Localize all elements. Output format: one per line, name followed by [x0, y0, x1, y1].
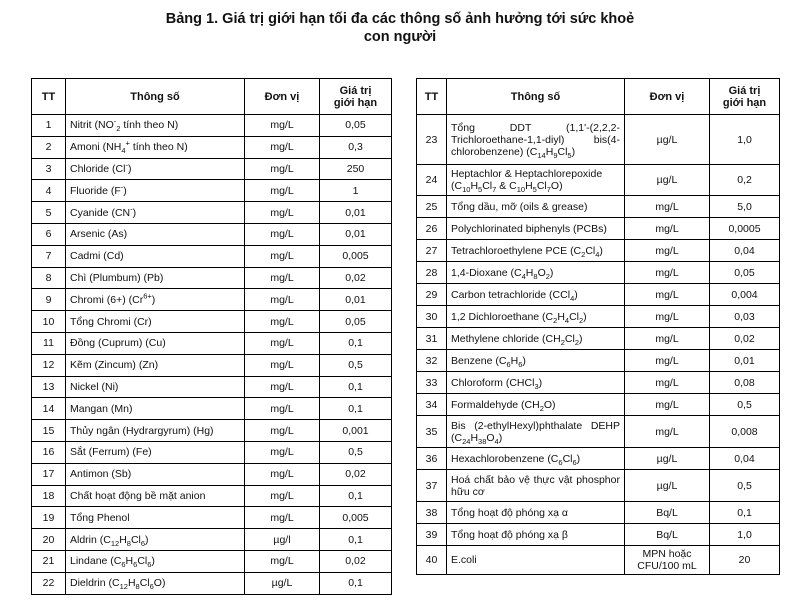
unit-cell: mg/L	[245, 245, 320, 267]
limit-value: 0,05	[320, 311, 392, 333]
parameter-name: 1,4-Dioxane $(C_4H_8O_2)$	[447, 262, 625, 284]
limit-value: 5,0	[710, 196, 780, 218]
table-row	[417, 218, 780, 240]
unit-cell: µg/L	[625, 448, 710, 470]
row-number: 35	[417, 416, 447, 448]
table-row	[417, 284, 780, 306]
parameter-name: Chì (Plumbum) (Pb)	[66, 267, 245, 289]
limit-value: 0,03	[710, 306, 780, 328]
limit-value: 0,04	[710, 240, 780, 262]
table-row	[32, 180, 392, 202]
unit-cell: mg/L	[245, 376, 320, 398]
limit-value: 1,0	[710, 524, 780, 546]
unit-cell: mg/L	[245, 158, 320, 180]
row-number: 20	[32, 529, 66, 551]
row-number: 4	[32, 180, 66, 202]
unit-cell: µg/L	[625, 115, 710, 165]
row-number: 37	[417, 470, 447, 502]
row-number: 33	[417, 372, 447, 394]
unit-cell: mg/L	[245, 289, 320, 311]
parameter-name: Carbon tetrachloride (CCl$_4$)	[447, 284, 625, 306]
header-tt: TT	[32, 79, 66, 115]
unit-cell: mg/L	[245, 202, 320, 224]
table-row	[32, 463, 392, 485]
row-number: 24	[417, 165, 447, 196]
table-row	[417, 502, 780, 524]
limit-value: 0,001	[320, 420, 392, 442]
table-row	[417, 328, 780, 350]
table-row	[32, 441, 392, 463]
header-limit	[320, 79, 392, 115]
row-number: 31	[417, 328, 447, 350]
row-number: 28	[417, 262, 447, 284]
limit-value: 0,01	[320, 223, 392, 245]
parameter-name: Arsenic (As)	[66, 223, 245, 245]
unit-cell: mg/L	[245, 485, 320, 507]
unit-cell: µg/l	[245, 529, 320, 551]
table-header-row	[32, 79, 392, 115]
row-number: 7	[32, 245, 66, 267]
unit-cell: mg/L	[245, 398, 320, 420]
parameter-name: Aldrin $(C_{12}H_8Cl_6)$	[66, 529, 245, 551]
header-param: Thông số	[447, 79, 625, 115]
parameter-name: Polychlorinated biphenyls (PCBs)	[447, 218, 625, 240]
header-limit-line-2: giới hạn	[722, 96, 767, 109]
table-row	[417, 306, 780, 328]
parameter-name: Nitrit ($NO^-_2$ tính theo N)	[66, 115, 245, 137]
row-number: 25	[417, 196, 447, 218]
parameter-name: Methylene chloride $(CH_2Cl_2)$	[447, 328, 625, 350]
parameter-name: 1,2 Dichloroethane $(C_2H_4Cl_2)$	[447, 306, 625, 328]
row-number: 40	[417, 546, 447, 575]
parameter-name: Tổng DDT (1,1'-(2,2,2-Trichloroethane-1,1-diyl) bis(4-chlorobenzene) $(C_{14}H_9Cl_5)$	[447, 115, 625, 165]
unit-cell: mg/L	[625, 262, 710, 284]
limit-value: 0,005	[320, 507, 392, 529]
header-limit	[710, 79, 780, 115]
row-number: 21	[32, 550, 66, 572]
limit-value: 0,1	[320, 529, 392, 551]
table-row	[32, 398, 392, 420]
row-number: 36	[417, 448, 447, 470]
limit-value: 0,1	[320, 485, 392, 507]
parameter-name: Heptachlor & Heptachlorepoxide ($C_{10}H_5Cl_7$ & $C_{10}H_5Cl_7O$)	[447, 165, 625, 196]
row-number: 8	[32, 267, 66, 289]
unit-cell: mg/L	[625, 218, 710, 240]
header-limit-line-2: giới hạn	[333, 96, 378, 109]
table-row	[32, 136, 392, 158]
table-row	[417, 240, 780, 262]
unit-cell: mg/L	[245, 136, 320, 158]
parameter-name: Kẽm (Zincum) (Zn)	[66, 354, 245, 376]
limit-value: 0,1	[320, 398, 392, 420]
parameter-name: Chloroform (CHCl$_3$)	[447, 372, 625, 394]
table-header-row	[417, 79, 780, 115]
parameter-name: Tổng Chromi (Cr)	[66, 311, 245, 333]
limit-value: 0,02	[320, 463, 392, 485]
row-number: 11	[32, 332, 66, 354]
unit-cell: mg/L	[625, 240, 710, 262]
limit-value: 0,01	[320, 289, 392, 311]
limit-value: 0,05	[710, 262, 780, 284]
limit-value: 0,5	[320, 441, 392, 463]
table-row	[417, 470, 780, 502]
row-number: 29	[417, 284, 447, 306]
unit-cell: MPN hoặc CFU/100 mL	[625, 546, 710, 575]
row-number: 19	[32, 507, 66, 529]
limit-value: 0,1	[320, 572, 392, 594]
parameter-name: Formaldehyde $(CH_2O)$	[447, 394, 625, 416]
unit-cell: mg/L	[625, 350, 710, 372]
parameter-name: E.coli	[447, 546, 625, 575]
unit-cell: mg/L	[625, 328, 710, 350]
limit-value: 1	[320, 180, 392, 202]
limit-value: 250	[320, 158, 392, 180]
row-number: 22	[32, 572, 66, 594]
limit-value: 20	[710, 546, 780, 575]
limit-value: 0,02	[710, 328, 780, 350]
parameter-name: Tổng hoạt độ phóng xạ β	[447, 524, 625, 546]
table-row	[417, 115, 780, 165]
limit-value: 0,1	[320, 332, 392, 354]
row-number: 38	[417, 502, 447, 524]
table-row	[32, 223, 392, 245]
table-row	[32, 507, 392, 529]
parameter-name: Tổng hoạt độ phóng xạ α	[447, 502, 625, 524]
row-number: 3	[32, 158, 66, 180]
table-row	[417, 262, 780, 284]
parameter-name: Bis (2-ethylHexyl)phthalate DEHP $(C_{24}H_{38}O_4)$	[447, 416, 625, 448]
table-row	[417, 524, 780, 546]
row-number: 2	[32, 136, 66, 158]
row-number: 30	[417, 306, 447, 328]
parameter-name: Cadmi (Cd)	[66, 245, 245, 267]
limit-value: 0,1	[320, 376, 392, 398]
parameter-name: Hoá chất bảo vệ thực vật phosphor hữu cơ	[447, 470, 625, 502]
unit-cell: mg/L	[245, 332, 320, 354]
table-row	[417, 196, 780, 218]
row-number: 39	[417, 524, 447, 546]
table-row	[32, 572, 392, 594]
limit-value: 0,3	[320, 136, 392, 158]
row-number: 26	[417, 218, 447, 240]
table-row	[32, 550, 392, 572]
title-line-1: Bảng 1. Giá trị giới hạn tối đa các thông số ảnh hưởng tới sức khoẻ	[165, 11, 635, 27]
header-unit: Đơn vị	[245, 79, 320, 115]
table-row	[32, 158, 392, 180]
parameter-name: Dieldrin $(C_{12}H_8Cl_6O)$	[66, 572, 245, 594]
unit-cell: mg/L	[625, 372, 710, 394]
table-row	[32, 289, 392, 311]
limit-value: 0,005	[320, 245, 392, 267]
header-tt: TT	[417, 79, 447, 115]
parameter-name: Benzene $(C_6H_6)$	[447, 350, 625, 372]
limit-value: 0,0005	[710, 218, 780, 240]
row-number: 1	[32, 115, 66, 137]
table-row	[32, 420, 392, 442]
parameter-name: Tổng Phenol	[66, 507, 245, 529]
table-row	[32, 245, 392, 267]
unit-cell: mg/L	[625, 284, 710, 306]
unit-cell: µg/L	[245, 572, 320, 594]
row-number: 5	[32, 202, 66, 224]
document-title	[0, 10, 800, 46]
limit-value: 0,08	[710, 372, 780, 394]
parameter-name: Tetrachloroethylene PCE $(C_2Cl_4)$	[447, 240, 625, 262]
parameter-name: Fluoride (F-)	[66, 180, 245, 202]
row-number: 34	[417, 394, 447, 416]
parameter-name: Lindane $(C_6H_6Cl_6)$	[66, 550, 245, 572]
unit-cell: mg/L	[245, 311, 320, 333]
parameter-name: Cyanide (CN-)	[66, 202, 245, 224]
table-row	[417, 546, 780, 575]
unit-cell: mg/L	[245, 507, 320, 529]
unit-cell: mg/L	[625, 416, 710, 448]
unit-cell: mg/L	[245, 420, 320, 442]
parameter-name: Sắt (Ferrum) (Fe)	[66, 441, 245, 463]
table-row	[32, 115, 392, 137]
limit-value: 0,1	[710, 502, 780, 524]
row-number: 13	[32, 376, 66, 398]
unit-cell: mg/L	[245, 267, 320, 289]
limit-value: 0,04	[710, 448, 780, 470]
limit-value: 0,5	[710, 470, 780, 502]
unit-cell: mg/L	[625, 196, 710, 218]
unit-cell: mg/L	[625, 394, 710, 416]
table-row	[32, 332, 392, 354]
parameter-name: Hexachlorobenzene $(C_6Cl_6)$	[447, 448, 625, 470]
parameter-name: Chromi (6+) $(Cr^{6+})$	[66, 289, 245, 311]
table-row	[32, 354, 392, 376]
row-number: 15	[32, 420, 66, 442]
unit-cell: mg/L	[245, 180, 320, 202]
limit-value: 0,02	[320, 550, 392, 572]
row-number: 12	[32, 354, 66, 376]
table-row	[417, 394, 780, 416]
limit-value: 0,02	[320, 267, 392, 289]
parameter-name: Chloride (Cl-)	[66, 158, 245, 180]
unit-cell: µg/L	[625, 470, 710, 502]
parameter-name: Antimon (Sb)	[66, 463, 245, 485]
parameter-name: Đồng (Cuprum) (Cu)	[66, 332, 245, 354]
row-number: 32	[417, 350, 447, 372]
row-number: 27	[417, 240, 447, 262]
row-number: 6	[32, 223, 66, 245]
row-number: 14	[32, 398, 66, 420]
unit-cell: mg/L	[245, 463, 320, 485]
limit-value: 0,008	[710, 416, 780, 448]
table-row	[32, 529, 392, 551]
parameter-name: Chất hoạt động bề mặt anion	[66, 485, 245, 507]
limits-table-right	[416, 78, 780, 575]
row-number: 18	[32, 485, 66, 507]
unit-cell: mg/L	[245, 550, 320, 572]
limit-value: 0,004	[710, 284, 780, 306]
row-number: 10	[32, 311, 66, 333]
unit-cell: mg/L	[245, 223, 320, 245]
header-limit-line-1: Giá trị	[728, 84, 761, 97]
unit-cell: mg/L	[245, 354, 320, 376]
row-number: 17	[32, 463, 66, 485]
parameter-name: Nickel (Ni)	[66, 376, 245, 398]
unit-cell: mg/L	[245, 115, 320, 137]
table-row	[32, 485, 392, 507]
table-row	[417, 448, 780, 470]
row-number: 23	[417, 115, 447, 165]
limits-table-left	[31, 78, 392, 595]
unit-cell: mg/L	[625, 306, 710, 328]
parameter-name: Amoni ($NH_4^+$ tính theo N)	[66, 136, 245, 158]
table-row	[417, 165, 780, 196]
table-row	[417, 416, 780, 448]
unit-cell: Bq/L	[625, 524, 710, 546]
table-row	[32, 267, 392, 289]
title-line-2: con người	[363, 29, 437, 45]
limit-value: 0,5	[320, 354, 392, 376]
table-row	[32, 202, 392, 224]
limit-value: 0,01	[710, 350, 780, 372]
limit-value: 0,5	[710, 394, 780, 416]
header-limit-line-1: Giá trị	[339, 84, 372, 97]
header-unit: Đơn vị	[625, 79, 710, 115]
table-row	[32, 311, 392, 333]
limit-value: 0,2	[710, 165, 780, 196]
header-param: Thông số	[66, 79, 245, 115]
limit-value: 0,01	[320, 202, 392, 224]
unit-cell: mg/L	[245, 441, 320, 463]
parameter-name: Thủy ngân (Hydrargyrum) (Hg)	[66, 420, 245, 442]
parameter-name: Tổng dầu, mỡ (oils & grease)	[447, 196, 625, 218]
row-number: 9	[32, 289, 66, 311]
unit-cell: µg/L	[625, 165, 710, 196]
parameter-name: Mangan (Mn)	[66, 398, 245, 420]
unit-cell: Bq/L	[625, 502, 710, 524]
table-row	[32, 376, 392, 398]
limit-value: 1,0	[710, 115, 780, 165]
table-row	[417, 350, 780, 372]
limit-value: 0,05	[320, 115, 392, 137]
table-row	[417, 372, 780, 394]
row-number: 16	[32, 441, 66, 463]
